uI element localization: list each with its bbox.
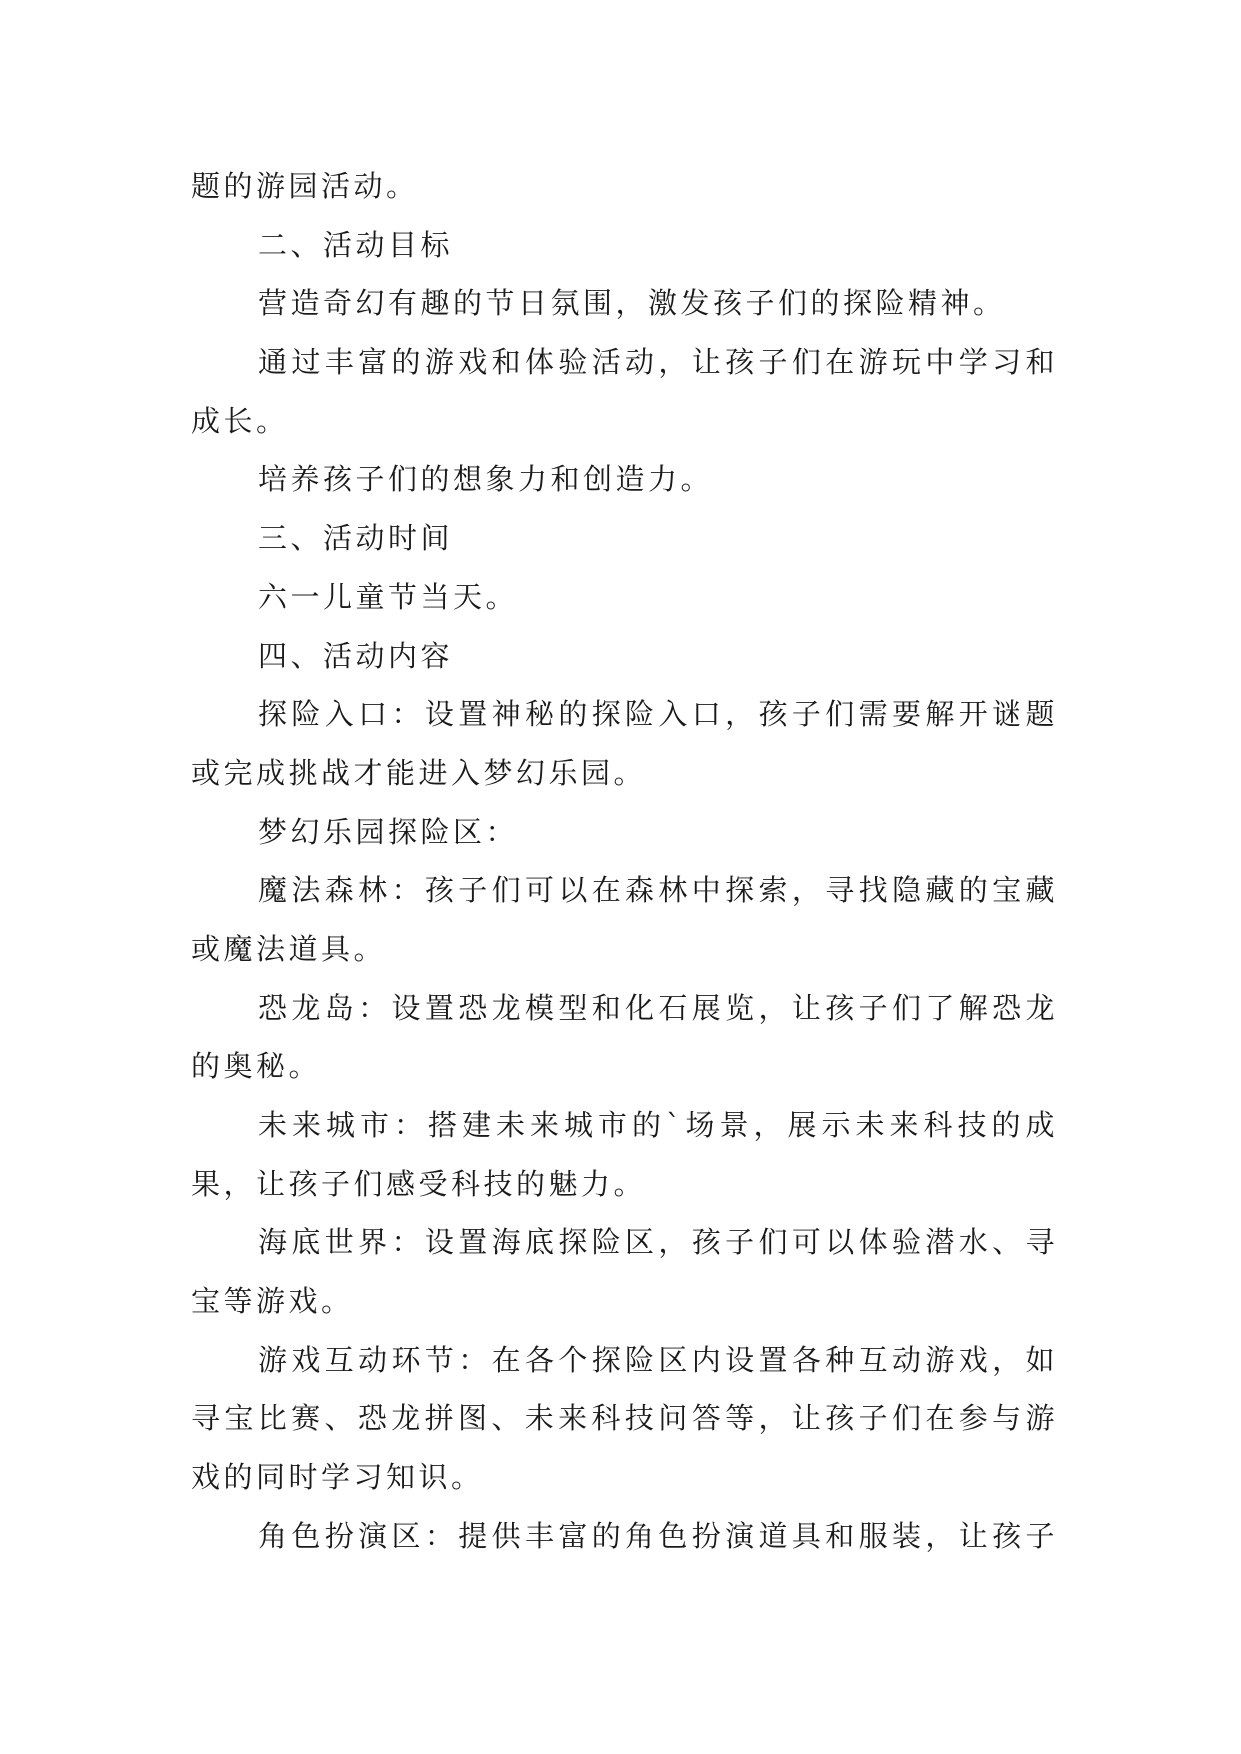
text-line: 宝等游戏。 [191, 1284, 354, 1319]
text-line: 或完成挑战才能进入梦幻乐园。 [191, 755, 647, 790]
text-line: 成长。 [191, 403, 289, 438]
text-line: 六一儿童节当天。 [258, 579, 519, 614]
paragraph [191, 1213, 1058, 1330]
section-heading: 二、活动目标 [258, 227, 454, 262]
text-line: 未来城市：搭建未来城市的`场景，展示未来科技的成 [258, 1108, 1058, 1142]
paragraph [191, 274, 1058, 333]
document-body [191, 157, 1058, 1566]
paragraph [191, 685, 1058, 802]
text-line: 魔法森林：孩子们可以在森林中探索，寻找隐藏的宝藏 [258, 873, 1058, 908]
paragraph [191, 861, 1058, 978]
paragraph [191, 979, 1058, 1096]
section-heading: 四、活动内容 [258, 638, 454, 673]
text-line: 寻宝比赛、恐龙拼图、未来科技问答等，让孩子们在参与游 [191, 1401, 1058, 1436]
paragraph [191, 803, 1058, 862]
text-line: 的奥秘。 [191, 1049, 322, 1084]
text-line: 通过丰富的游戏和体验活动，让孩子们在游玩中学习和 [258, 345, 1058, 380]
text-line: 恐龙岛：设置恐龙模型和化石展览，让孩子们了解恐龙 [258, 990, 1058, 1025]
text-line: 或魔法道具。 [191, 931, 387, 966]
text-line: 果，让孩子们感受科技的魅力。 [191, 1166, 647, 1201]
paragraph [191, 450, 1058, 509]
text-line: 营造奇幻有趣的节日氛围，激发孩子们的探险精神。 [258, 286, 1006, 321]
text-line: 游戏互动环节：在各个探险区内设置各种互动游戏，如 [258, 1342, 1058, 1377]
paragraph [191, 1507, 1058, 1566]
text-line: 探险入口：设置神秘的探险入口，孩子们需要解开谜题 [258, 697, 1058, 732]
text-line: 戏的同时学习知识。 [191, 1460, 484, 1495]
text-line: 梦幻乐园探险区： [258, 814, 519, 849]
paragraph [191, 568, 1058, 627]
section-heading-content [191, 627, 1058, 686]
paragraph [191, 1331, 1058, 1507]
section-heading-goals [191, 216, 1058, 275]
text-line: 角色扮演区：提供丰富的角色扮演道具和服装，让孩子 [258, 1518, 1058, 1553]
text-line: 海底世界：设置海底探险区，孩子们可以体验潜水、寻 [258, 1225, 1058, 1260]
paragraph [191, 333, 1058, 450]
section-heading: 三、活动时间 [258, 521, 454, 556]
text-line: 培养孩子们的想象力和创造力。 [258, 462, 714, 497]
text-line: 题的游园活动。 [191, 169, 419, 203]
section-heading-time [191, 509, 1058, 568]
paragraph [191, 1096, 1058, 1213]
paragraph-continuation [191, 157, 1058, 216]
